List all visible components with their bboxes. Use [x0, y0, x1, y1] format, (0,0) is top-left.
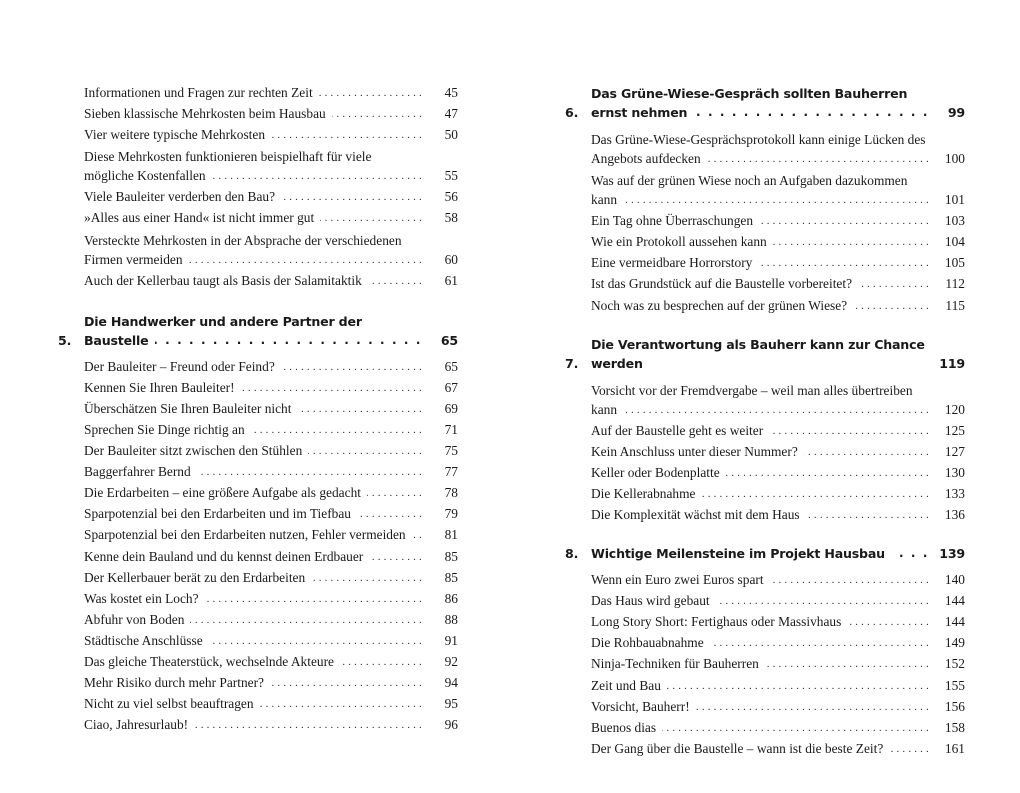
entry-page-number: 161 — [929, 740, 965, 758]
entry-title: Die Rohbauabnahme — [591, 635, 710, 650]
entry-title: Noch was zu besprechen auf der grünen Wiese? — [591, 298, 853, 313]
entry-page-number: 47 — [422, 105, 458, 123]
entry-title: Das Grüne-Wiese-Gesprächsprotokoll kann einige Lücken des Angebots aufdecken — [591, 132, 926, 166]
toc-entry[interactable] — [58, 526, 458, 544]
entry-page-number: 130 — [929, 464, 965, 482]
toc-entry[interactable] — [565, 443, 965, 461]
entry-page-number: 45 — [422, 84, 458, 102]
entry-title: Kennen Sie Ihren Bauleiter! — [84, 380, 241, 395]
chapter-number: 5. — [58, 332, 72, 348]
toc-entry[interactable] — [565, 571, 965, 589]
entry-title: Kein Anschluss unter dieser Nummer? — [591, 444, 804, 459]
entry-title: Auf der Baustelle geht es weiter — [591, 423, 769, 438]
entry-title: Versteckte Mehrkosten in der Absprache der verschiedenen Firmen vermeiden — [84, 232, 402, 267]
toc-entry[interactable] — [565, 275, 965, 293]
entry-title: Sieben klassische Mehrkosten beim Hausbau — [84, 106, 332, 121]
toc-entry[interactable] — [565, 254, 965, 272]
toc-entry[interactable] — [58, 272, 458, 290]
entry-title: Sprechen Sie Dinge richtig an — [84, 422, 251, 437]
entry-page-number: 92 — [422, 653, 458, 671]
entry-title: Was kostet ein Loch? — [84, 591, 205, 606]
toc-entry[interactable] — [565, 719, 965, 737]
entry-page-number: 144 — [929, 592, 965, 610]
toc-entry[interactable] — [58, 400, 458, 418]
entry-title: Zeit und Bau — [591, 678, 667, 693]
toc-entry[interactable] — [58, 463, 458, 481]
toc-right-page — [565, 84, 965, 761]
entry-title: Die Komplexität wächst mit dem Haus — [591, 507, 806, 522]
chapter-heading-8[interactable] — [565, 544, 965, 563]
toc-entry[interactable] — [58, 379, 458, 397]
entry-title: Diese Mehrkosten funktionieren beispielhaft für viele mögliche Kostenfallen — [84, 149, 372, 184]
toc-entry[interactable] — [565, 634, 965, 652]
chapter-page-number: 65 — [422, 331, 458, 350]
toc-left-page — [58, 84, 458, 737]
toc-entry[interactable] — [58, 653, 458, 671]
toc-entry[interactable] — [565, 506, 965, 524]
toc-entry[interactable] — [58, 126, 458, 144]
toc-entry[interactable] — [565, 655, 965, 673]
entry-page-number: 152 — [929, 655, 965, 673]
entry-title: Ist das Grundstück auf die Baustelle vorbereitet? — [591, 276, 858, 291]
entry-title: Sparpotenzial bei den Erdarbeiten und im Tiefbau — [84, 506, 357, 521]
chapter-number: 7. — [565, 355, 579, 371]
chapter-heading-6[interactable] — [565, 84, 965, 122]
toc-entry[interactable] — [58, 188, 458, 206]
toc-entry[interactable] — [58, 105, 458, 123]
entry-page-number: 149 — [929, 634, 965, 652]
entry-title: Mehr Risiko durch mehr Partner? — [84, 675, 270, 690]
entry-title: »Alles aus einer Hand« ist nicht immer gut — [84, 210, 320, 225]
entry-page-number: 140 — [929, 571, 965, 589]
entry-title: Was auf der grünen Wiese noch an Aufgaben dazukommen kann — [591, 173, 908, 208]
entry-title: Vorsicht vor der Fremdvergabe – weil man alles übertreiben kann — [591, 382, 913, 417]
entry-page-number: 127 — [929, 443, 965, 461]
entry-page-number: 86 — [422, 590, 458, 608]
entry-title: Ninja-Techniken für Bauherren — [591, 656, 765, 671]
entry-title: Wenn ein Euro zwei Euros spart — [591, 572, 770, 587]
chapter-heading-5[interactable] — [58, 312, 458, 350]
toc-entry[interactable] — [565, 485, 965, 503]
entry-page-number: 81 — [422, 526, 458, 544]
toc-entry[interactable] — [58, 442, 458, 460]
entry-title: Der Bauleiter sitzt zwischen den Stühlen — [84, 443, 308, 458]
toc-entry[interactable] — [565, 677, 965, 695]
toc-entry[interactable] — [58, 590, 458, 608]
toc-entry[interactable] — [58, 716, 458, 734]
toc-entry[interactable] — [565, 297, 965, 315]
toc-entry[interactable] — [58, 84, 458, 102]
chapter-page-number: 139 — [929, 544, 965, 563]
entry-title: Long Story Short: Fertighaus oder Massivhaus — [591, 614, 847, 629]
toc-entry[interactable] — [58, 505, 458, 523]
toc-entry[interactable] — [565, 381, 965, 419]
entry-title: Vorsicht, Bauherr! — [591, 699, 696, 714]
entry-page-number: 85 — [422, 548, 458, 566]
entry-title: Auch der Kellerbau taugt als Basis der Salamitaktik — [84, 273, 368, 288]
chapter-page-number: 119 — [929, 354, 965, 373]
entry-page-number: 88 — [422, 611, 458, 629]
entry-page-number: 104 — [929, 233, 965, 251]
toc-entry[interactable] — [58, 147, 458, 185]
toc-entry[interactable] — [58, 231, 458, 269]
entry-page-number: 85 — [422, 569, 458, 587]
entry-page-number: 156 — [929, 698, 965, 716]
entry-title: Ein Tag ohne Überraschungen — [591, 213, 759, 228]
entry-page-number: 79 — [422, 505, 458, 523]
entry-title: Der Kellerbauer berät zu den Erdarbeiten — [84, 570, 311, 585]
entry-page-number: 125 — [929, 422, 965, 440]
toc-entry[interactable] — [58, 569, 458, 587]
chapter-number: 8. — [565, 546, 579, 562]
chapter-title: Die Verantwortung als Bauherr kann zur Chance werden — [591, 336, 925, 371]
entry-page-number: 77 — [422, 463, 458, 481]
entry-title: Die Erdarbeiten – eine größere Aufgabe als gedacht — [84, 485, 367, 500]
entry-title: Kenne dein Bauland und du kennst deinen Erdbauer — [84, 549, 369, 564]
toc-entry[interactable] — [565, 740, 965, 758]
entry-page-number: 155 — [929, 677, 965, 695]
entry-page-number: 120 — [929, 401, 965, 419]
toc-entry[interactable] — [565, 171, 965, 209]
chapter-title: Die Handwerker und andere Partner der Baustelle — [84, 313, 362, 348]
entry-page-number: 60 — [422, 251, 458, 269]
entry-title: Vier weitere typische Mehrkosten — [84, 127, 271, 142]
entry-page-number: 56 — [422, 188, 458, 206]
toc-entry[interactable] — [565, 130, 965, 168]
chapter-heading-7[interactable] — [565, 335, 965, 373]
entry-page-number: 95 — [422, 695, 458, 713]
entry-title: Der Bauleiter – Freund oder Feind? — [84, 359, 281, 374]
entry-page-number: 144 — [929, 613, 965, 631]
entry-title: Nicht zu viel selbst beauftragen — [84, 696, 260, 711]
entry-page-number: 58 — [422, 209, 458, 227]
entry-page-number: 115 — [929, 297, 965, 315]
entry-page-number: 100 — [929, 150, 965, 168]
toc-entry[interactable] — [58, 695, 458, 713]
entry-title: Ciao, Jahresurlaub! — [84, 717, 194, 732]
toc-entry[interactable] — [565, 592, 965, 610]
entry-page-number: 105 — [929, 254, 965, 272]
toc-entry[interactable] — [565, 698, 965, 716]
chapter-number: 6. — [565, 105, 579, 120]
entry-page-number: 67 — [422, 379, 458, 397]
toc-entry[interactable] — [58, 421, 458, 439]
entry-title: Informationen und Fragen zur rechten Zeit — [84, 85, 319, 100]
entry-title: Buenos dias — [591, 720, 662, 735]
toc-entry[interactable] — [565, 613, 965, 631]
entry-page-number: 101 — [929, 191, 965, 209]
entry-title: Das gleiche Theaterstück, wechselnde Akteure — [84, 654, 340, 669]
entry-title: Baggerfahrer Bernd — [84, 464, 197, 479]
toc-entry[interactable] — [58, 358, 458, 376]
entry-title: Das Haus wird gebaut — [591, 593, 716, 608]
toc-entry[interactable] — [565, 233, 965, 251]
toc-entry[interactable] — [58, 548, 458, 566]
entry-page-number: 50 — [422, 126, 458, 144]
entry-page-number: 55 — [422, 167, 458, 185]
chapter-title: Das Grüne-Wiese-Gespräch sollten Bauherren ernst nehmen — [591, 86, 908, 120]
entry-page-number: 103 — [929, 212, 965, 230]
entry-page-number: 91 — [422, 632, 458, 650]
entry-title: Der Gang über die Baustelle – wann ist die beste Zeit? — [591, 741, 889, 756]
entry-page-number: 69 — [422, 400, 458, 418]
entry-page-number: 112 — [929, 275, 965, 293]
entry-page-number: 158 — [929, 719, 965, 737]
toc-entry[interactable] — [58, 209, 458, 227]
toc-entry[interactable] — [565, 212, 965, 230]
entry-title: Eine vermeidbare Horrorstory — [591, 255, 758, 270]
chapter-title: Wichtige Meilensteine im Projekt Hausbau — [591, 546, 891, 561]
toc-entry[interactable] — [58, 611, 458, 629]
entry-page-number: 65 — [422, 358, 458, 376]
entry-title: Städtische Anschlüsse — [84, 633, 209, 648]
entry-title: Abfuhr von Boden — [84, 612, 190, 627]
toc-entry[interactable] — [565, 464, 965, 482]
toc-entry[interactable] — [58, 674, 458, 692]
entry-page-number: 61 — [422, 272, 458, 290]
entry-page-number: 94 — [422, 674, 458, 692]
entry-title: Keller oder Bodenplatte — [591, 465, 726, 480]
toc-entry[interactable] — [58, 632, 458, 650]
entry-page-number: 75 — [422, 442, 458, 460]
entry-title: Viele Bauleiter verderben den Bau? — [84, 189, 281, 204]
entry-page-number: 78 — [422, 484, 458, 502]
toc-entry[interactable] — [565, 422, 965, 440]
toc-entry[interactable] — [58, 484, 458, 502]
entry-title: Sparpotenzial bei den Erdarbeiten nutzen, Fehler vermeiden — [84, 527, 412, 542]
chapter-page-number: 99 — [929, 103, 965, 122]
entry-title: Überschätzen Sie Ihren Bauleiter nicht — [84, 401, 297, 416]
entry-page-number: 71 — [422, 421, 458, 439]
entry-title: Die Kellerabnahme — [591, 486, 701, 501]
entry-title: Wie ein Protokoll aussehen kann — [591, 234, 773, 249]
entry-page-number: 136 — [929, 506, 965, 524]
entry-page-number: 96 — [422, 716, 458, 734]
entry-page-number: 133 — [929, 485, 965, 503]
